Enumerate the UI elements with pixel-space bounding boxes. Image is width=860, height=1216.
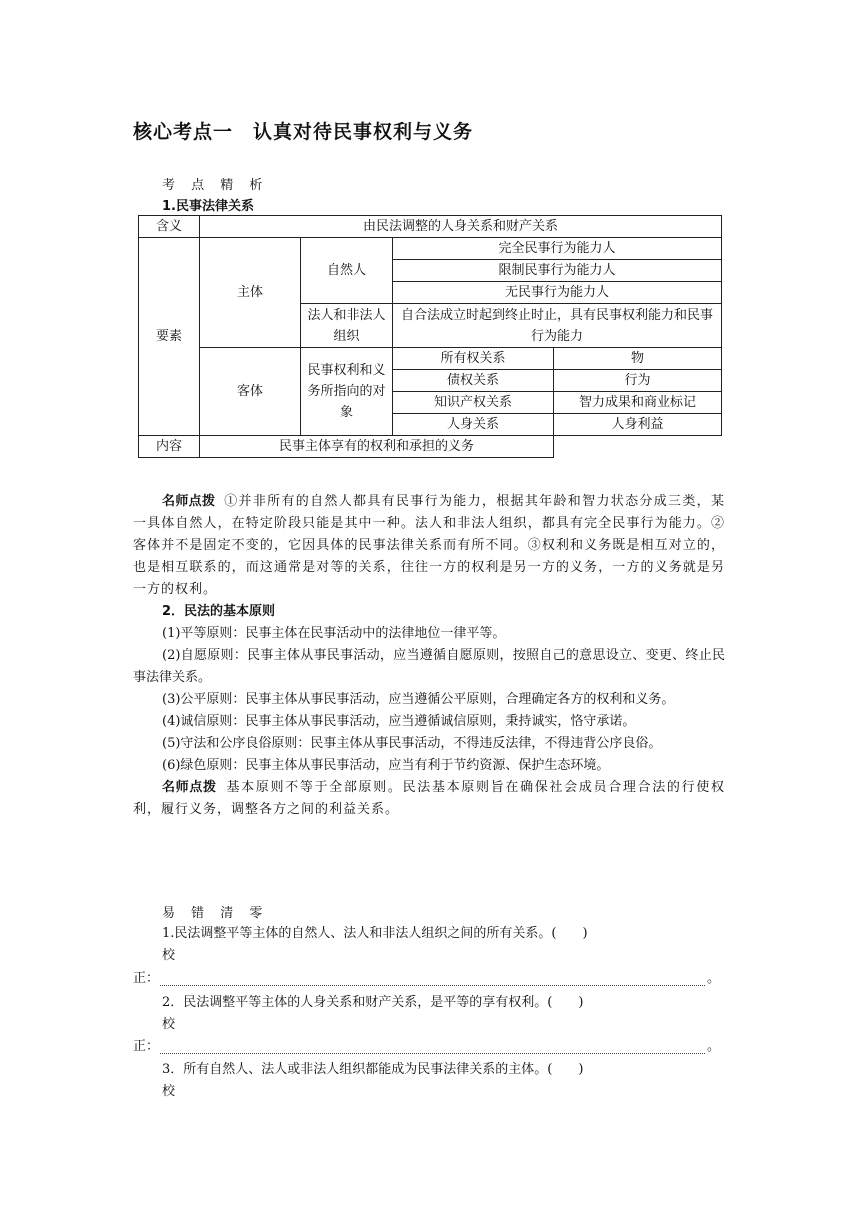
question-jiao: 校 bbox=[162, 948, 176, 963]
object-relation: 知识产权关系 bbox=[393, 392, 554, 414]
np-item: 无民事行为能力人 bbox=[393, 282, 722, 304]
table-row bbox=[139, 238, 722, 260]
tip-text: 基本原则不等于全部原则。民法基本原则旨在确保社会成员合理合法的行使权利，履行义务，调整各方之间的利益关系。 bbox=[133, 780, 725, 817]
heading-civil-legal-relation: 1.民事法律关系 bbox=[162, 199, 254, 214]
principle-item: (2)自愿原则：民事主体从事民事活动，应当遵循自愿原则，按照自己的意思设立、变更、终止民事法律关系。 bbox=[133, 648, 725, 685]
content-value: 民事主体享有的权利和承担的义务 bbox=[200, 436, 554, 458]
principle-item: (1)平等原则：民事主体在民事活动中的法律地位一律平等。 bbox=[162, 626, 506, 641]
legal-person-label: 法人和非法人组织 bbox=[301, 304, 393, 348]
subject-label: 主体 bbox=[200, 238, 301, 348]
object-relation: 债权关系 bbox=[393, 370, 554, 392]
question-item: 3．所有自然人、法人或非法人组织都能成为民事法律关系的主体。( ) bbox=[162, 1062, 584, 1077]
question-item: 2．民法调整平等主体的人身关系和财产关系，是平等的享有权利。( ) bbox=[162, 995, 584, 1010]
object-relation: 所有权关系 bbox=[393, 348, 554, 370]
errors-label: 易 错 清 零 bbox=[162, 906, 269, 921]
meaning-label: 含义 bbox=[139, 216, 200, 238]
tip-label: 名师点拨 bbox=[162, 494, 216, 509]
answer-end: 。 bbox=[707, 1039, 721, 1054]
object-desc: 民事权利和义务所指向的对象 bbox=[301, 348, 393, 436]
question-zheng: 正： bbox=[133, 1039, 160, 1054]
np-item: 完全民事行为能力人 bbox=[393, 238, 722, 260]
principle-item: (6)绿色原则：民事主体从事民事活动，应当有利于节约资源、保护生态环境。 bbox=[162, 758, 610, 773]
heading-basic-principles: 2．民法的基本原则 bbox=[162, 604, 276, 619]
civil-relation-table bbox=[138, 215, 722, 458]
object-object: 人身利益 bbox=[554, 414, 722, 436]
table-row bbox=[139, 348, 722, 370]
np-item: 限制民事行为能力人 bbox=[393, 260, 722, 282]
object-object: 智力成果和商业标记 bbox=[554, 392, 722, 414]
meaning-value: 由民法调整的人身关系和财产关系 bbox=[200, 216, 722, 238]
object-object: 物 bbox=[554, 348, 722, 370]
content-label: 内容 bbox=[139, 436, 200, 458]
object-relation: 人身关系 bbox=[393, 414, 554, 436]
answer-line[interactable] bbox=[160, 985, 705, 986]
tip-text: ①并非所有的自然人都具有民事行为能力，根据其年龄和智力状态分成三类，某一具体自然人，在特定阶段只能是其中一种。法人和非法人组织，都具有完全民事行为能力。②客体并不是固定不变的，它因具体的民事法律关系而有所不同。③权利和义务既是相互对立的，也是相互联系的，而这通常是对等的关系，往往一方的权利是另一方的义务，一方的义务就是另一方的权利。 bbox=[133, 494, 725, 597]
question-zheng: 正： bbox=[133, 971, 160, 986]
elements-label: 要素 bbox=[139, 238, 200, 436]
object-label: 客体 bbox=[200, 348, 301, 436]
answer-line[interactable] bbox=[160, 1053, 705, 1054]
table-row bbox=[139, 436, 722, 458]
principle-item: (4)诚信原则：民事主体从事民事活动，应当遵循诚信原则，秉持诚实，恪守承诺。 bbox=[162, 714, 636, 729]
tip-block-1 bbox=[133, 491, 725, 821]
tip-label: 名师点拨 bbox=[162, 780, 217, 795]
principle-item: (5)守法和公序良俗原则：民事主体从事民事活动，不得违反法律，不得违背公序良俗。 bbox=[162, 736, 662, 751]
page-title: 核心考点一 认真对待民事权利与义务 bbox=[133, 121, 474, 143]
principle-item: (3)公平原则：民事主体从事民事活动，应当遵循公平原则，合理确定各方的权利和义务。 bbox=[162, 692, 675, 707]
question-item: 1.民法调整平等主体的自然人、法人和非法人组织之间的所有关系。( ) bbox=[162, 926, 588, 941]
object-object: 行为 bbox=[554, 370, 722, 392]
answer-end: 。 bbox=[707, 971, 721, 986]
question-jiao: 校 bbox=[162, 1017, 176, 1032]
legal-person-desc: 自合法成立时起到终止时止，具有民事权利能力和民事行为能力 bbox=[393, 304, 722, 348]
section-label: 考 点 精 析 bbox=[162, 178, 269, 193]
natural-person-label: 自然人 bbox=[301, 238, 393, 304]
question-jiao: 校 bbox=[162, 1084, 176, 1099]
table-row bbox=[139, 216, 722, 238]
